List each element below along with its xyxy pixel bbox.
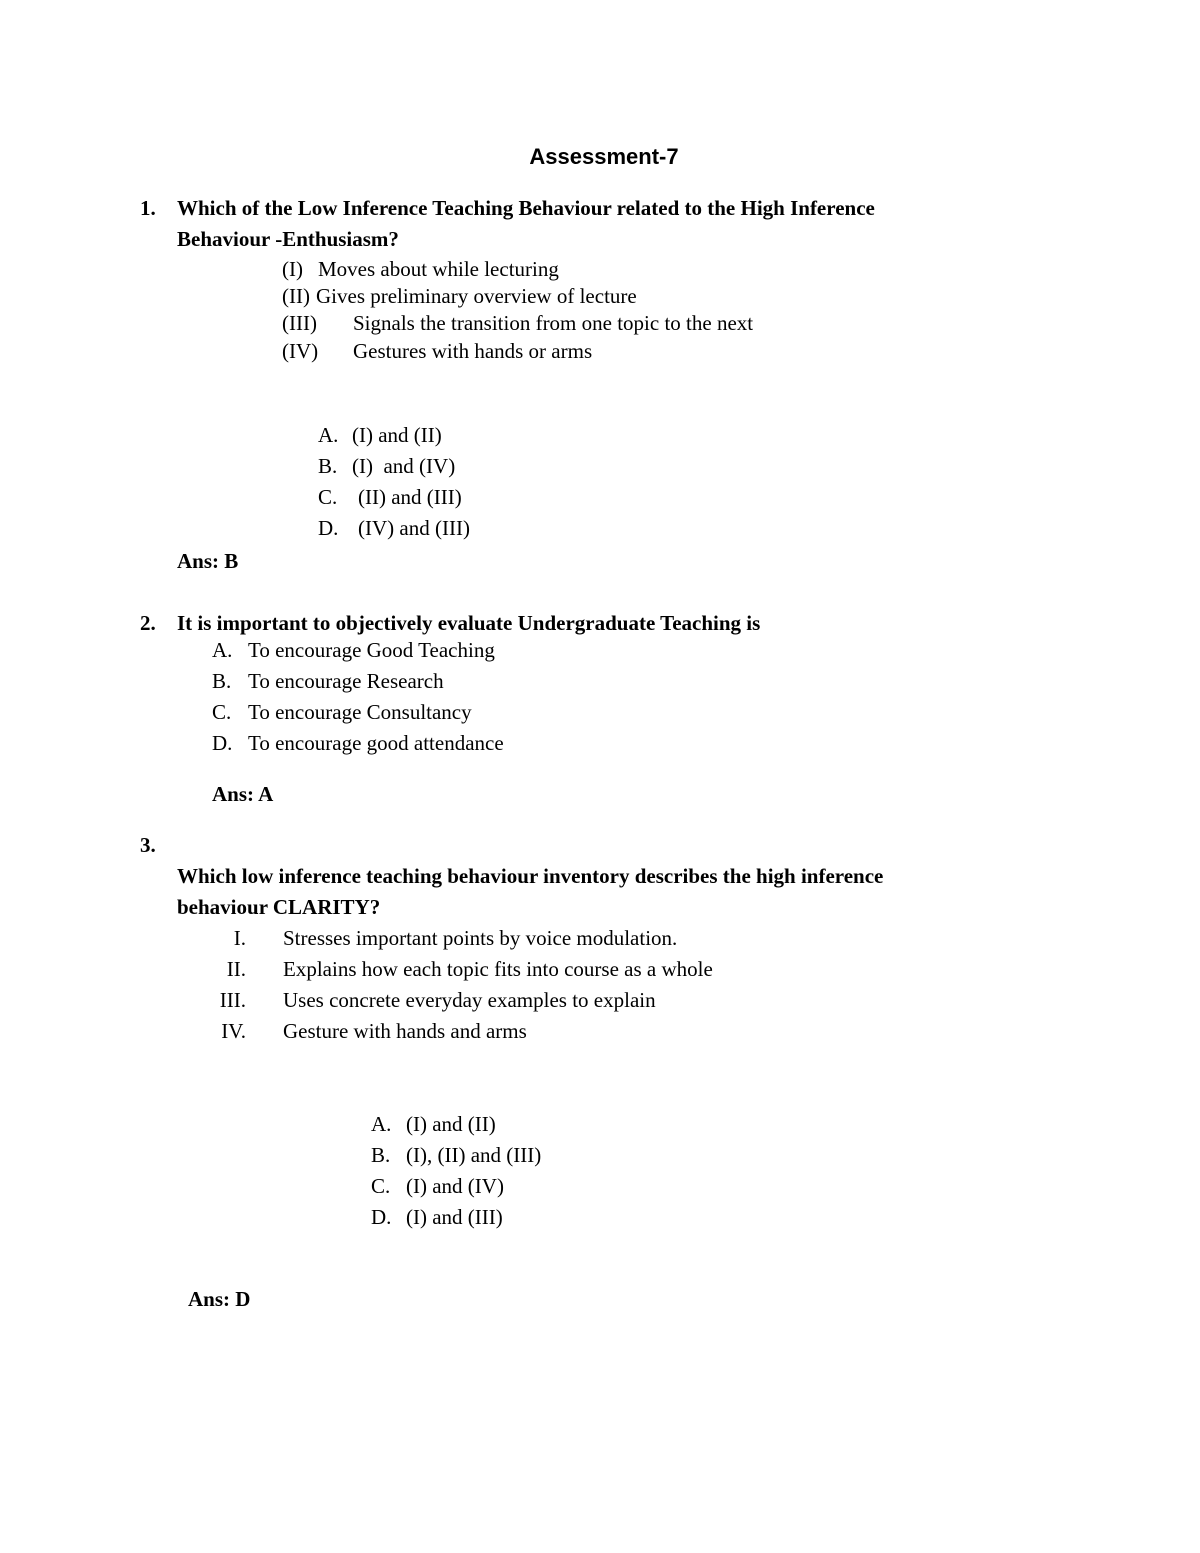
- q3-option-label: B.: [371, 1143, 391, 1167]
- q1-option-label: A.: [318, 423, 339, 447]
- q1-answer: Ans: B: [177, 549, 239, 573]
- q3-statement-text: Stresses important points by voice modulation.: [283, 926, 678, 950]
- q3-statement-label: I.: [233, 926, 246, 950]
- q1-option-text: (I) and (II): [352, 423, 442, 447]
- q3-statement-label: II.: [226, 957, 246, 981]
- q3-option-text: (I) and (IV): [406, 1174, 504, 1198]
- q1-statement-text: Gives preliminary overview of lecture: [316, 284, 637, 308]
- q3-answer: Ans: D: [188, 1287, 251, 1311]
- q3-statement-text: Explains how each topic fits into course as a whole: [283, 957, 713, 981]
- q3-statement-label: III.: [219, 988, 246, 1012]
- q3-option-label: C.: [371, 1174, 391, 1198]
- q2-option-text: To encourage Research: [248, 669, 444, 693]
- q3-statement-label: IV.: [221, 1019, 246, 1043]
- q1-statement-label: (IV): [282, 339, 319, 363]
- q2-option-label: C.: [212, 700, 232, 724]
- q2-option-label: A.: [212, 638, 233, 662]
- q3-option-text: (I) and (II): [406, 1112, 496, 1136]
- page-title: Assessment-7: [529, 144, 679, 169]
- q1-statement-text: Gestures with hands or arms: [353, 339, 593, 363]
- q1-option-text: (I) and (IV): [352, 454, 456, 478]
- q1-statement-label: (I): [282, 257, 303, 281]
- q2-text: It is important to objectively evaluate Undergraduate Teaching is: [177, 611, 761, 635]
- q2-number: 2.: [140, 611, 156, 635]
- q1-option-label: C.: [318, 485, 338, 509]
- q1-text-line1: Which of the Low Inference Teaching Behaviour related to the High Inference: [177, 196, 875, 220]
- q1-option-label: B.: [318, 454, 338, 478]
- q1-option-text: (II) and (III): [358, 485, 462, 509]
- q3-statement-text: Gesture with hands and arms: [283, 1019, 527, 1043]
- q1-number: 1.: [140, 196, 156, 220]
- q1-statement-label: (III): [282, 311, 317, 335]
- q2-option-text: To encourage good attendance: [248, 731, 504, 755]
- q1-statement-label: (II): [282, 284, 310, 308]
- q3-option-label: D.: [371, 1205, 392, 1229]
- q1-option-label: D.: [318, 516, 339, 540]
- q2-option-text: To encourage Consultancy: [248, 700, 472, 724]
- q1-statement-text: Signals the transition from one topic to the next: [353, 311, 754, 335]
- q3-option-text: (I) and (III): [406, 1205, 503, 1229]
- q3-text-line2: behaviour CLARITY?: [177, 895, 381, 919]
- q3-statement-text: Uses concrete everyday examples to explain: [283, 988, 656, 1012]
- q3-number: 3.: [140, 833, 156, 857]
- q2-option-text: To encourage Good Teaching: [248, 638, 495, 662]
- q2-option-label: B.: [212, 669, 232, 693]
- q3-option-label: A.: [371, 1112, 392, 1136]
- q3-text-line1: Which low inference teaching behaviour inventory describes the high inference: [177, 864, 884, 888]
- q2-answer: Ans: A: [212, 782, 274, 806]
- q1-option-text: (IV) and (III): [358, 516, 470, 540]
- q3-option-text: (I), (II) and (III): [406, 1143, 542, 1167]
- q1-statement-text: Moves about while lecturing: [318, 257, 559, 281]
- q1-text-line2: Behaviour -Enthusiasm?: [177, 227, 399, 251]
- q2-option-label: D.: [212, 731, 233, 755]
